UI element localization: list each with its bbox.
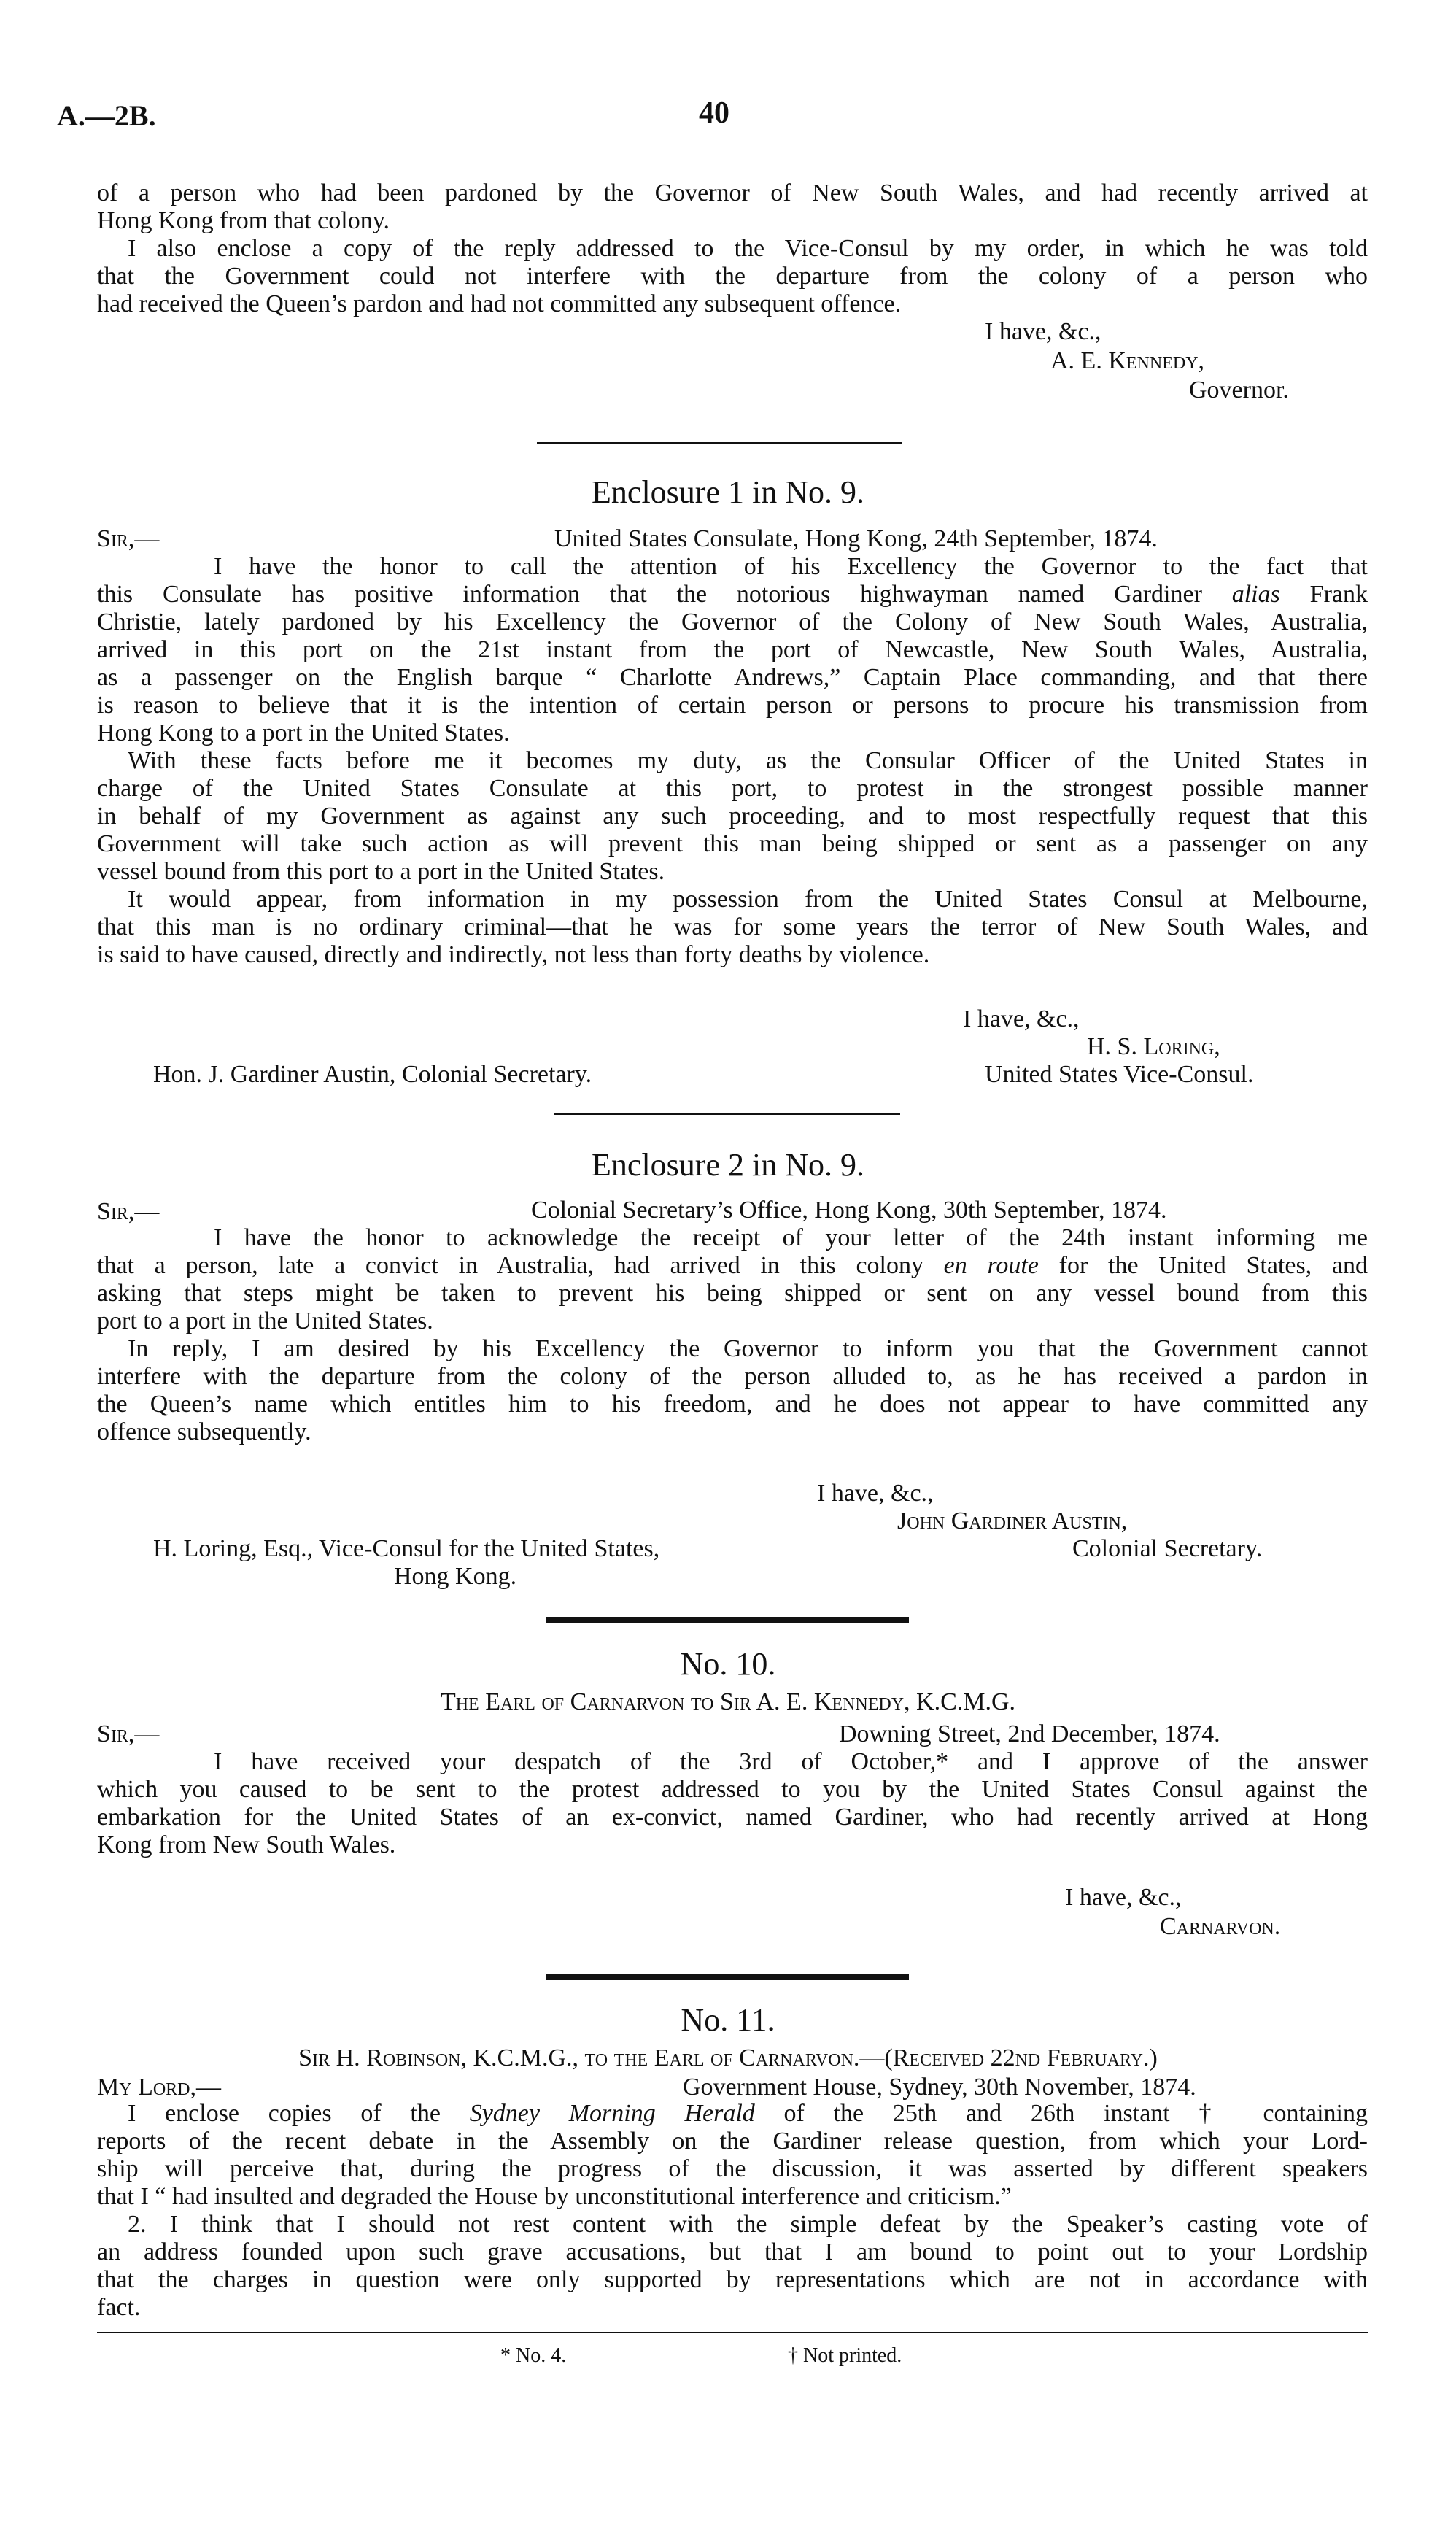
enclosure-2-addressee-place: Hong Kong.	[394, 1563, 517, 1590]
enclosure-2-addressee: H. Loring, Esq., Vice-Consul for the United States,	[153, 1535, 660, 1562]
body-line: which you caused to be sent to the protest addressed to you by the United States Consul against the	[97, 1776, 1368, 1803]
enclosure-1-dateline: United States Consulate, Hong Kong, 24th September, 1874.	[554, 525, 1158, 552]
no-11-subheading: Sir H. Robinson, K.C.M.G., to the Earl of Carnarvon.—(Received 22nd February.)	[298, 2044, 1158, 2071]
italic-term: Sydney Morning Herald	[469, 2100, 755, 2127]
body-line: in behalf of my Government as against any such proceeding, and to most respectfully request that this	[97, 803, 1368, 830]
body-line: Christie, lately pardoned by his Excellency the Governor of the Colony of New South Wales, Australia,	[97, 609, 1368, 636]
body-line: embarkation for the United States of an ex-convict, named Gardiner, who had recently arrived at Hong	[97, 1804, 1368, 1831]
enclosure-2-body	[97, 1224, 1368, 1446]
body-line: port to a port in the United States.	[97, 1307, 433, 1334]
body-line: ship will perceive that, during the progress of the discussion, it was asserted by different speakers	[97, 2155, 1368, 2182]
section-divider	[554, 1113, 900, 1115]
intro-line: I also enclose a copy of the reply addressed to the Vice-Consul by my order, in which he was told	[128, 235, 1368, 262]
intro-signer-title: Governor.	[1189, 376, 1289, 403]
italic-term: alias	[1231, 581, 1280, 608]
enclosure-1-closing: I have, &c.,	[963, 1005, 1080, 1032]
intro-line: Hong Kong from that colony.	[97, 207, 390, 234]
no-10-subheading: The Earl of Carnarvon to Sir A. E. Kennedy, K.C.M.G.	[440, 1688, 1016, 1715]
body-line: reports of the recent debate in the Assembly on the Gardiner release question, from which your Lord-	[97, 2128, 1368, 2155]
body-line: the Queen’s name which entitles him to his freedom, and he does not appear to have committed any	[97, 1391, 1368, 1418]
footnote-rule	[97, 2332, 1368, 2333]
no-10-heading: No. 10.	[680, 1646, 776, 1682]
enclosure-1-signer-title: United States Vice-Consul.	[985, 1061, 1254, 1088]
enclosure-2-signer-title: Colonial Secretary.	[1072, 1535, 1263, 1562]
enclosure-1-heading: Enclosure 1 in No. 9.	[592, 474, 864, 510]
body-line: fact.	[97, 2294, 141, 2321]
intro-closing: I have, &c.,	[985, 318, 1101, 345]
body-line: arrived in this port on the 21st instant from the port of Newcastle, New South Wales, Australia,	[97, 636, 1368, 663]
body-line: an address founded upon such grave accusations, but that I am bound to point out to your Lordship	[97, 2238, 1368, 2265]
body-line: I have received your despatch of the 3rd of October,* and I approve of the answer	[214, 1748, 1368, 1775]
italic-term: en route	[943, 1252, 1039, 1279]
body-line: Government will take such action as will prevent this man being shipped or sent as a passenger on any	[97, 830, 1368, 857]
enclosure-1-addressee: Hon. J. Gardiner Austin, Colonial Secretary.	[153, 1061, 592, 1088]
enclosure-2-salutation: Sir,—	[97, 1198, 160, 1225]
intro-signer: A. E. Kennedy,	[1050, 347, 1205, 374]
body-line: I have the honor to acknowledge the receipt of your letter of the 24th instant informing me	[214, 1224, 1368, 1251]
section-divider	[537, 442, 902, 444]
enclosure-2-heading: Enclosure 2 in No. 9.	[592, 1147, 864, 1183]
enclosure-2-dateline: Colonial Secretary’s Office, Hong Kong, 30th September, 1874.	[531, 1197, 1167, 1224]
page-number: 40	[699, 96, 729, 130]
no-10-dateline: Downing Street, 2nd December, 1874.	[839, 1720, 1220, 1747]
enclosure-1-body	[97, 553, 1368, 969]
intro-line: had received the Queen’s pardon and had not committed any subsequent offence.	[97, 290, 902, 317]
body-line: that I “ had insulted and degraded the House by unconstitutional interference and criticism.”	[97, 2183, 1012, 2210]
body-line: is reason to believe that it is the intention of certain person or persons to procure his transmission from	[97, 692, 1368, 719]
body-line: is said to have caused, directly and indirectly, not less than forty deaths by violence.	[97, 941, 930, 968]
body-line: With these facts before me it becomes my duty, as the Consular Officer of the United States in	[128, 747, 1368, 774]
section-code: A.—2B.	[57, 99, 156, 132]
body-line: Kong from New South Wales.	[97, 1831, 396, 1858]
body-line: It would appear, from information in my possession from the United States Consul at Melbourne,	[128, 886, 1368, 913]
no-10-signer: Carnarvon.	[1160, 1913, 1281, 1940]
no-11-dateline: Government House, Sydney, 30th November, 1874.	[683, 2074, 1196, 2101]
body-line: Hong Kong to a port in the United States.	[97, 719, 510, 746]
intro-paragraph	[97, 179, 1368, 318]
section-divider	[546, 1974, 909, 1980]
no-11-heading: No. 11.	[681, 2002, 775, 2038]
body-line: offence subsequently.	[97, 1418, 311, 1445]
intro-line: that the Government could not interfere with the departure from the colony of a person who	[97, 263, 1368, 290]
body-line: I have the honor to call the attention of his Excellency the Governor to the fact that	[214, 553, 1368, 580]
enclosure-1-signer: H. S. Loring,	[1087, 1033, 1220, 1060]
body-line: interfere with the departure from the colony of the person alluded to, as he has received a pardon in	[97, 1363, 1368, 1390]
enclosure-1-salutation: Sir,—	[97, 525, 160, 552]
no-10-closing: I have, &c.,	[1065, 1884, 1182, 1911]
no-10-salutation: Sir,—	[97, 1720, 160, 1747]
enclosure-2-closing: I have, &c.,	[817, 1480, 934, 1507]
body-line: asking that steps might be taken to prevent his being shipped or sent on any vessel bound from this	[97, 1280, 1368, 1307]
body-line: vessel bound from this port to a port in the United States.	[97, 858, 665, 885]
footnote-1: * No. 4.	[500, 2344, 567, 2367]
body-line: that this man is no ordinary criminal—that he was for some years the terror of New South Wales, and	[97, 913, 1368, 940]
no-11-body	[97, 2100, 1368, 2322]
body-line: I enclose copies of the Sydney Morning Herald of the 25th and 26th instant † containing	[128, 2100, 1368, 2127]
footnote-2: † Not printed.	[788, 2344, 902, 2367]
no-10-body	[97, 1748, 1368, 1859]
intro-line: of a person who had been pardoned by the Governor of New South Wales, and had recently arrived at	[97, 179, 1368, 206]
body-line: 2. I think that I should not rest content with the simple defeat by the Speaker’s casting vote of	[128, 2211, 1368, 2238]
body-line: charge of the United States Consulate at this port, to protest in the strongest possible manner	[97, 775, 1368, 802]
body-line: as a passenger on the English barque “ Charlotte Andrews,” Captain Place commanding, and that there	[97, 664, 1368, 691]
no-11-salutation: My Lord,—	[97, 2074, 222, 2101]
section-divider	[546, 1617, 909, 1623]
body-line: this Consulate has positive information that the notorious highwayman named Gardiner alias Frank	[97, 581, 1368, 608]
body-line: In reply, I am desired by his Excellency the Governor to inform you that the Government cannot	[128, 1335, 1368, 1362]
body-line: that a person, late a convict in Australia, had arrived in this colony en route for the United States, and	[97, 1252, 1368, 1279]
enclosure-2-signer: John Gardiner Austin,	[897, 1507, 1128, 1534]
body-line: that the charges in question were only supported by representations which are not in accordance with	[97, 2266, 1368, 2293]
